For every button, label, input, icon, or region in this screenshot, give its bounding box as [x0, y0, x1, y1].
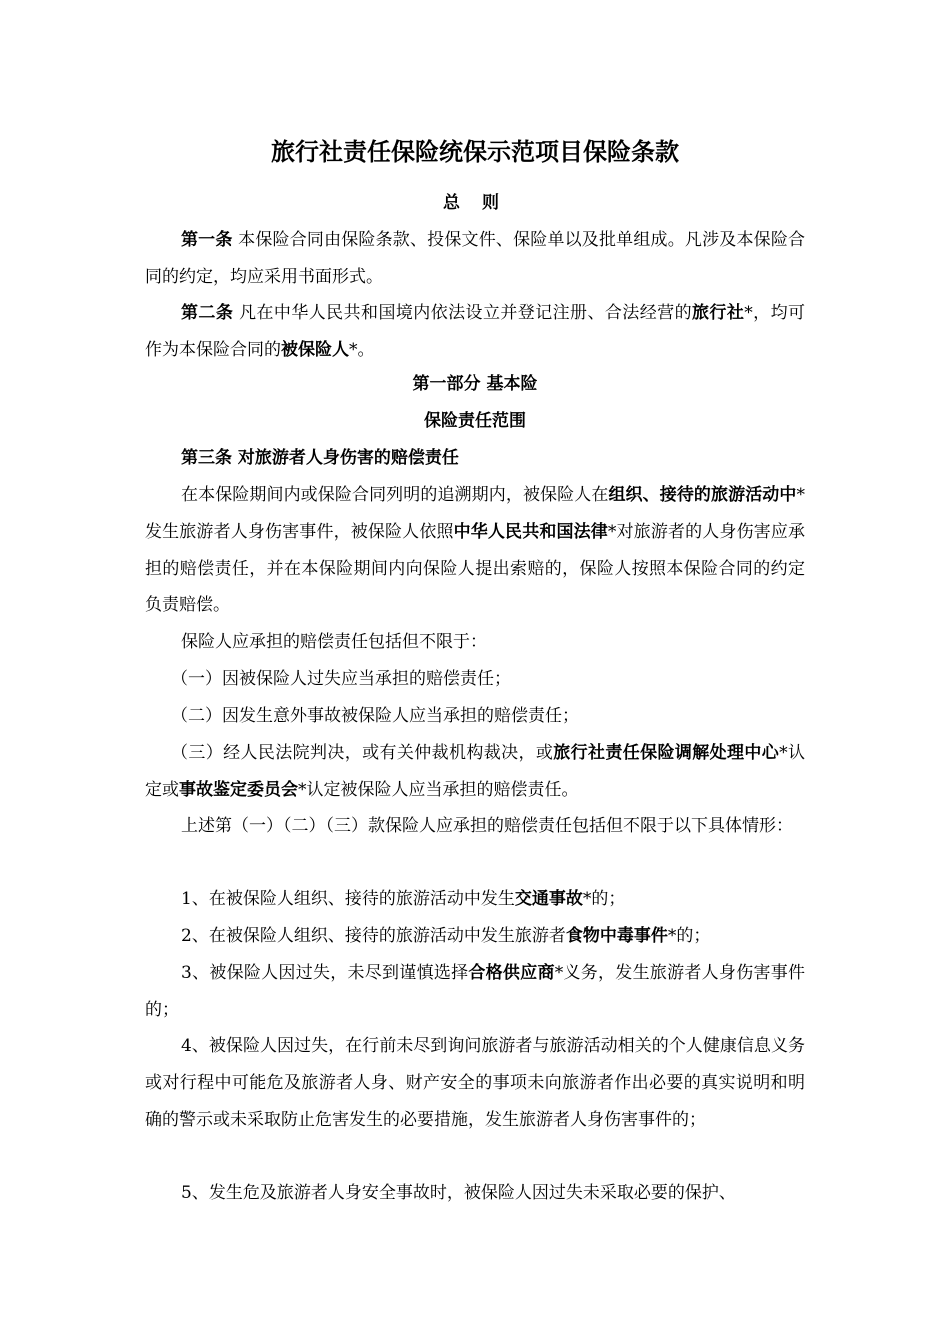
article-1 — [145, 222, 805, 296]
article-2 — [145, 295, 805, 369]
term-appraisal-committee: 事故鉴定委员会 — [179, 779, 298, 800]
paragraph-text: *对旅游者的人身伤害应承担的赔偿责任，并在本保险期间内向保险人提出索赔的，保险人按照本保险合同的约定负责赔偿。 — [145, 521, 806, 616]
term-prc-law: 中华人民共和国法律 — [453, 521, 608, 542]
paragraph-text: 3、被保险人因过失，未尽到谨慎选择 — [181, 963, 469, 983]
section-heading-general: 总 则 — [443, 193, 507, 213]
article-3-heading — [145, 440, 805, 477]
article-1-label: 第一条 — [181, 230, 233, 250]
situation-2 — [145, 918, 805, 955]
article-2-text: *。 — [349, 339, 375, 360]
paragraph-text: *的； — [667, 926, 711, 946]
term-organized-activity: 组织、接待的旅游活动中 — [608, 485, 797, 505]
liability-item-2: （二）因发生意外事故被保险人应当承担的赔偿责任； — [171, 706, 579, 726]
paragraph-text: 2、在被保险人组织、接待的旅游活动中发生旅游者 — [181, 926, 566, 946]
situation-3 — [145, 955, 805, 1029]
term-qualified-supplier: 合格供应商 — [468, 963, 555, 983]
paragraph-text: *的； — [582, 889, 626, 909]
paragraph-text: *发生旅游者人身伤害事件，被保险人依照 — [145, 485, 806, 542]
scope-heading: 保险责任范围 — [424, 411, 526, 431]
term-traffic-accident: 交通事故 — [514, 889, 583, 909]
paragraph-text: *认定或 — [145, 743, 805, 800]
term-mediation-center: 旅行社责任保险调解处理中心 — [553, 743, 780, 763]
paragraph-text: 1、在被保险人组织、接待的旅游活动中发生 — [181, 889, 515, 909]
liability-item-3 — [145, 735, 805, 809]
situation-5: 5、发生危及旅游者人身安全事故时，被保险人因过失未采取必要的保护、 — [181, 1183, 736, 1203]
situations-intro: 上述第（一）（二）（三）款保险人应承担的赔偿责任包括但不限于以下具体情形： — [181, 816, 793, 836]
article-3-body — [145, 477, 805, 624]
article-2-text: *，均可作为本保险合同的 — [145, 303, 806, 360]
paragraph-text: *认定被保险人应当承担的赔偿责任。 — [298, 779, 579, 800]
article-1-text: 本保险合同由保险条款、投保文件、保险单以及批单组成。凡涉及本保险合同的约定，均应采用书面形式。 — [145, 230, 806, 287]
article-3-title: 第三条 对旅游者人身伤害的赔偿责任 — [181, 448, 459, 468]
article-2-text: 凡在中华人民共和国境内依法设立并登记注册、合法经营的 — [233, 303, 692, 323]
liability-intro: 保险人应承担的赔偿责任包括但不限于： — [181, 632, 487, 652]
article-2-label: 第二条 — [181, 303, 234, 323]
paragraph-text: *义务，发生旅游者人身伤害事件的； — [145, 963, 805, 1020]
situation-4: 4、被保险人因过失，在行前未尽到询问旅游者与旅游活动相关的个人健康信息义务或对行程中可能危及旅游者人身、财产安全的事项未向旅游者作出必要的真实说明和明确的警示或未采取防止危害发生的必要措施，发生旅游者人身伤害事件的； — [145, 1036, 805, 1130]
document-title: 旅行社责任保险统保示范项目保险条款 — [271, 138, 679, 166]
paragraph-text: （三）经人民法院判决，或有关仲裁机构裁决，或 — [171, 743, 554, 763]
situation-1 — [145, 881, 805, 918]
term-travel-agency: 旅行社 — [692, 303, 745, 323]
paragraph-text: 在本保险期间内或保险合同列明的追溯期内，被保险人在 — [181, 485, 609, 505]
liability-item-1: （一）因被保险人过失应当承担的赔偿责任； — [171, 669, 511, 689]
term-insured: 被保险人 — [281, 339, 349, 360]
part-1-heading: 第一部分 基本险 — [412, 374, 538, 394]
term-food-poisoning: 食物中毒事件 — [565, 926, 668, 946]
